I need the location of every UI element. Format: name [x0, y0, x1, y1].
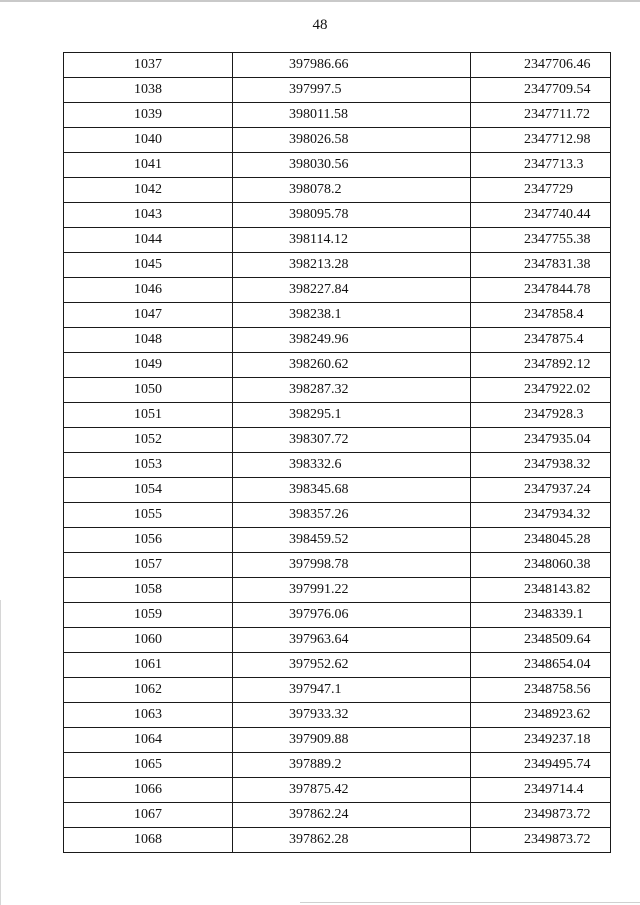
- y-coordinate-cell: 2347928.3: [471, 403, 611, 428]
- y-coordinate-cell: 2348143.82: [471, 578, 611, 603]
- x-coordinate-cell: 397952.62: [233, 653, 471, 678]
- x-coordinate-cell: 397862.24: [233, 803, 471, 828]
- point-number-cell: 1043: [64, 203, 233, 228]
- y-coordinate-cell: 2348060.38: [471, 553, 611, 578]
- point-number-cell: 1058: [64, 578, 233, 603]
- point-number-cell: 1045: [64, 253, 233, 278]
- x-coordinate-cell: 397976.06: [233, 603, 471, 628]
- table-row: [64, 828, 611, 853]
- point-number-cell: 1046: [64, 278, 233, 303]
- x-coordinate-cell: 398459.52: [233, 528, 471, 553]
- y-coordinate-cell: 2348045.28: [471, 528, 611, 553]
- table-row: [64, 703, 611, 728]
- y-coordinate-cell: 2347711.72: [471, 103, 611, 128]
- table-row: [64, 503, 611, 528]
- point-number-cell: 1056: [64, 528, 233, 553]
- scan-bottom-edge: [300, 902, 640, 903]
- x-coordinate-cell: 398357.26: [233, 503, 471, 528]
- y-coordinate-cell: 2347875.4: [471, 328, 611, 353]
- table-row: [64, 78, 611, 103]
- x-coordinate-cell: 398307.72: [233, 428, 471, 453]
- table-row: [64, 303, 611, 328]
- table-row: [64, 803, 611, 828]
- x-coordinate-cell: 397998.78: [233, 553, 471, 578]
- x-coordinate-cell: 398011.58: [233, 103, 471, 128]
- point-number-cell: 1066: [64, 778, 233, 803]
- table-row: [64, 553, 611, 578]
- x-coordinate-cell: 397986.66: [233, 53, 471, 78]
- table-row: [64, 353, 611, 378]
- x-coordinate-cell: 398030.56: [233, 153, 471, 178]
- y-coordinate-cell: 2348509.64: [471, 628, 611, 653]
- y-coordinate-cell: 2347892.12: [471, 353, 611, 378]
- point-number-cell: 1047: [64, 303, 233, 328]
- x-coordinate-cell: 398260.62: [233, 353, 471, 378]
- table-body: [64, 53, 611, 853]
- point-number-cell: 1049: [64, 353, 233, 378]
- point-number-cell: 1048: [64, 328, 233, 353]
- x-coordinate-cell: 398114.12: [233, 228, 471, 253]
- table-row: [64, 253, 611, 278]
- y-coordinate-cell: 2347713.3: [471, 153, 611, 178]
- x-coordinate-cell: 398213.28: [233, 253, 471, 278]
- y-coordinate-cell: 2347935.04: [471, 428, 611, 453]
- table-row: [64, 203, 611, 228]
- y-coordinate-cell: 2349714.4: [471, 778, 611, 803]
- y-coordinate-cell: 2347755.38: [471, 228, 611, 253]
- x-coordinate-cell: 397991.22: [233, 578, 471, 603]
- x-coordinate-cell: 398227.84: [233, 278, 471, 303]
- x-coordinate-cell: 397909.88: [233, 728, 471, 753]
- point-number-cell: 1063: [64, 703, 233, 728]
- point-number-cell: 1057: [64, 553, 233, 578]
- y-coordinate-cell: 2349495.74: [471, 753, 611, 778]
- x-coordinate-cell: 397862.28: [233, 828, 471, 853]
- x-coordinate-cell: 397947.1: [233, 678, 471, 703]
- y-coordinate-cell: 2347712.98: [471, 128, 611, 153]
- y-coordinate-cell: 2349237.18: [471, 728, 611, 753]
- table-row: [64, 278, 611, 303]
- y-coordinate-cell: 2347937.24: [471, 478, 611, 503]
- table-row: [64, 478, 611, 503]
- y-coordinate-cell: 2348654.04: [471, 653, 611, 678]
- table-row: [64, 528, 611, 553]
- table-row: [64, 628, 611, 653]
- table-row: [64, 603, 611, 628]
- point-number-cell: 1038: [64, 78, 233, 103]
- point-number-cell: 1044: [64, 228, 233, 253]
- table-row: [64, 428, 611, 453]
- point-number-cell: 1065: [64, 753, 233, 778]
- y-coordinate-cell: 2349873.72: [471, 803, 611, 828]
- point-number-cell: 1059: [64, 603, 233, 628]
- scan-top-edge: [0, 0, 640, 2]
- table-row: [64, 378, 611, 403]
- point-number-cell: 1061: [64, 653, 233, 678]
- table-row: [64, 53, 611, 78]
- x-coordinate-cell: 398287.32: [233, 378, 471, 403]
- table-row: [64, 753, 611, 778]
- point-number-cell: 1037: [64, 53, 233, 78]
- y-coordinate-cell: 2348758.56: [471, 678, 611, 703]
- table-row: [64, 678, 611, 703]
- x-coordinate-cell: 398345.68: [233, 478, 471, 503]
- point-number-cell: 1060: [64, 628, 233, 653]
- point-number-cell: 1064: [64, 728, 233, 753]
- point-number-cell: 1067: [64, 803, 233, 828]
- y-coordinate-cell: 2347934.32: [471, 503, 611, 528]
- table-row: [64, 778, 611, 803]
- point-number-cell: 1051: [64, 403, 233, 428]
- point-number-cell: 1068: [64, 828, 233, 853]
- x-coordinate-cell: 398332.6: [233, 453, 471, 478]
- table-row: [64, 403, 611, 428]
- table-row: [64, 453, 611, 478]
- y-coordinate-cell: 2347858.4: [471, 303, 611, 328]
- point-number-cell: 1050: [64, 378, 233, 403]
- page-number: 48: [312, 17, 328, 33]
- point-number-cell: 1062: [64, 678, 233, 703]
- x-coordinate-cell: 398249.96: [233, 328, 471, 353]
- x-coordinate-cell: 397875.42: [233, 778, 471, 803]
- x-coordinate-cell: 398026.58: [233, 128, 471, 153]
- point-number-cell: 1040: [64, 128, 233, 153]
- y-coordinate-cell: 2347706.46: [471, 53, 611, 78]
- point-number-cell: 1055: [64, 503, 233, 528]
- x-coordinate-cell: 398295.1: [233, 403, 471, 428]
- table-row: [64, 128, 611, 153]
- point-number-cell: 1053: [64, 453, 233, 478]
- x-coordinate-cell: 398078.2: [233, 178, 471, 203]
- y-coordinate-cell: 2348923.62: [471, 703, 611, 728]
- table-row: [64, 153, 611, 178]
- table-row: [64, 178, 611, 203]
- x-coordinate-cell: 397933.32: [233, 703, 471, 728]
- y-coordinate-cell: 2347831.38: [471, 253, 611, 278]
- x-coordinate-cell: 397997.5: [233, 78, 471, 103]
- point-number-cell: 1041: [64, 153, 233, 178]
- table-row: [64, 328, 611, 353]
- x-coordinate-cell: 398095.78: [233, 203, 471, 228]
- x-coordinate-cell: 398238.1: [233, 303, 471, 328]
- y-coordinate-cell: 2347844.78: [471, 278, 611, 303]
- y-coordinate-cell: 2347709.54: [471, 78, 611, 103]
- x-coordinate-cell: 397889.2: [233, 753, 471, 778]
- y-coordinate-cell: 2347729: [471, 178, 611, 203]
- y-coordinate-cell: 2347938.32: [471, 453, 611, 478]
- table-row: [64, 228, 611, 253]
- table-row: [64, 728, 611, 753]
- table-row: [64, 653, 611, 678]
- y-coordinate-cell: 2347740.44: [471, 203, 611, 228]
- coordinates-table: [63, 52, 611, 853]
- y-coordinate-cell: 2348339.1: [471, 603, 611, 628]
- point-number-cell: 1052: [64, 428, 233, 453]
- point-number-cell: 1054: [64, 478, 233, 503]
- table-row: [64, 103, 611, 128]
- x-coordinate-cell: 397963.64: [233, 628, 471, 653]
- scan-left-edge: [0, 600, 1, 905]
- y-coordinate-cell: 2349873.72: [471, 828, 611, 853]
- table-row: [64, 578, 611, 603]
- y-coordinate-cell: 2347922.02: [471, 378, 611, 403]
- point-number-cell: 1042: [64, 178, 233, 203]
- point-number-cell: 1039: [64, 103, 233, 128]
